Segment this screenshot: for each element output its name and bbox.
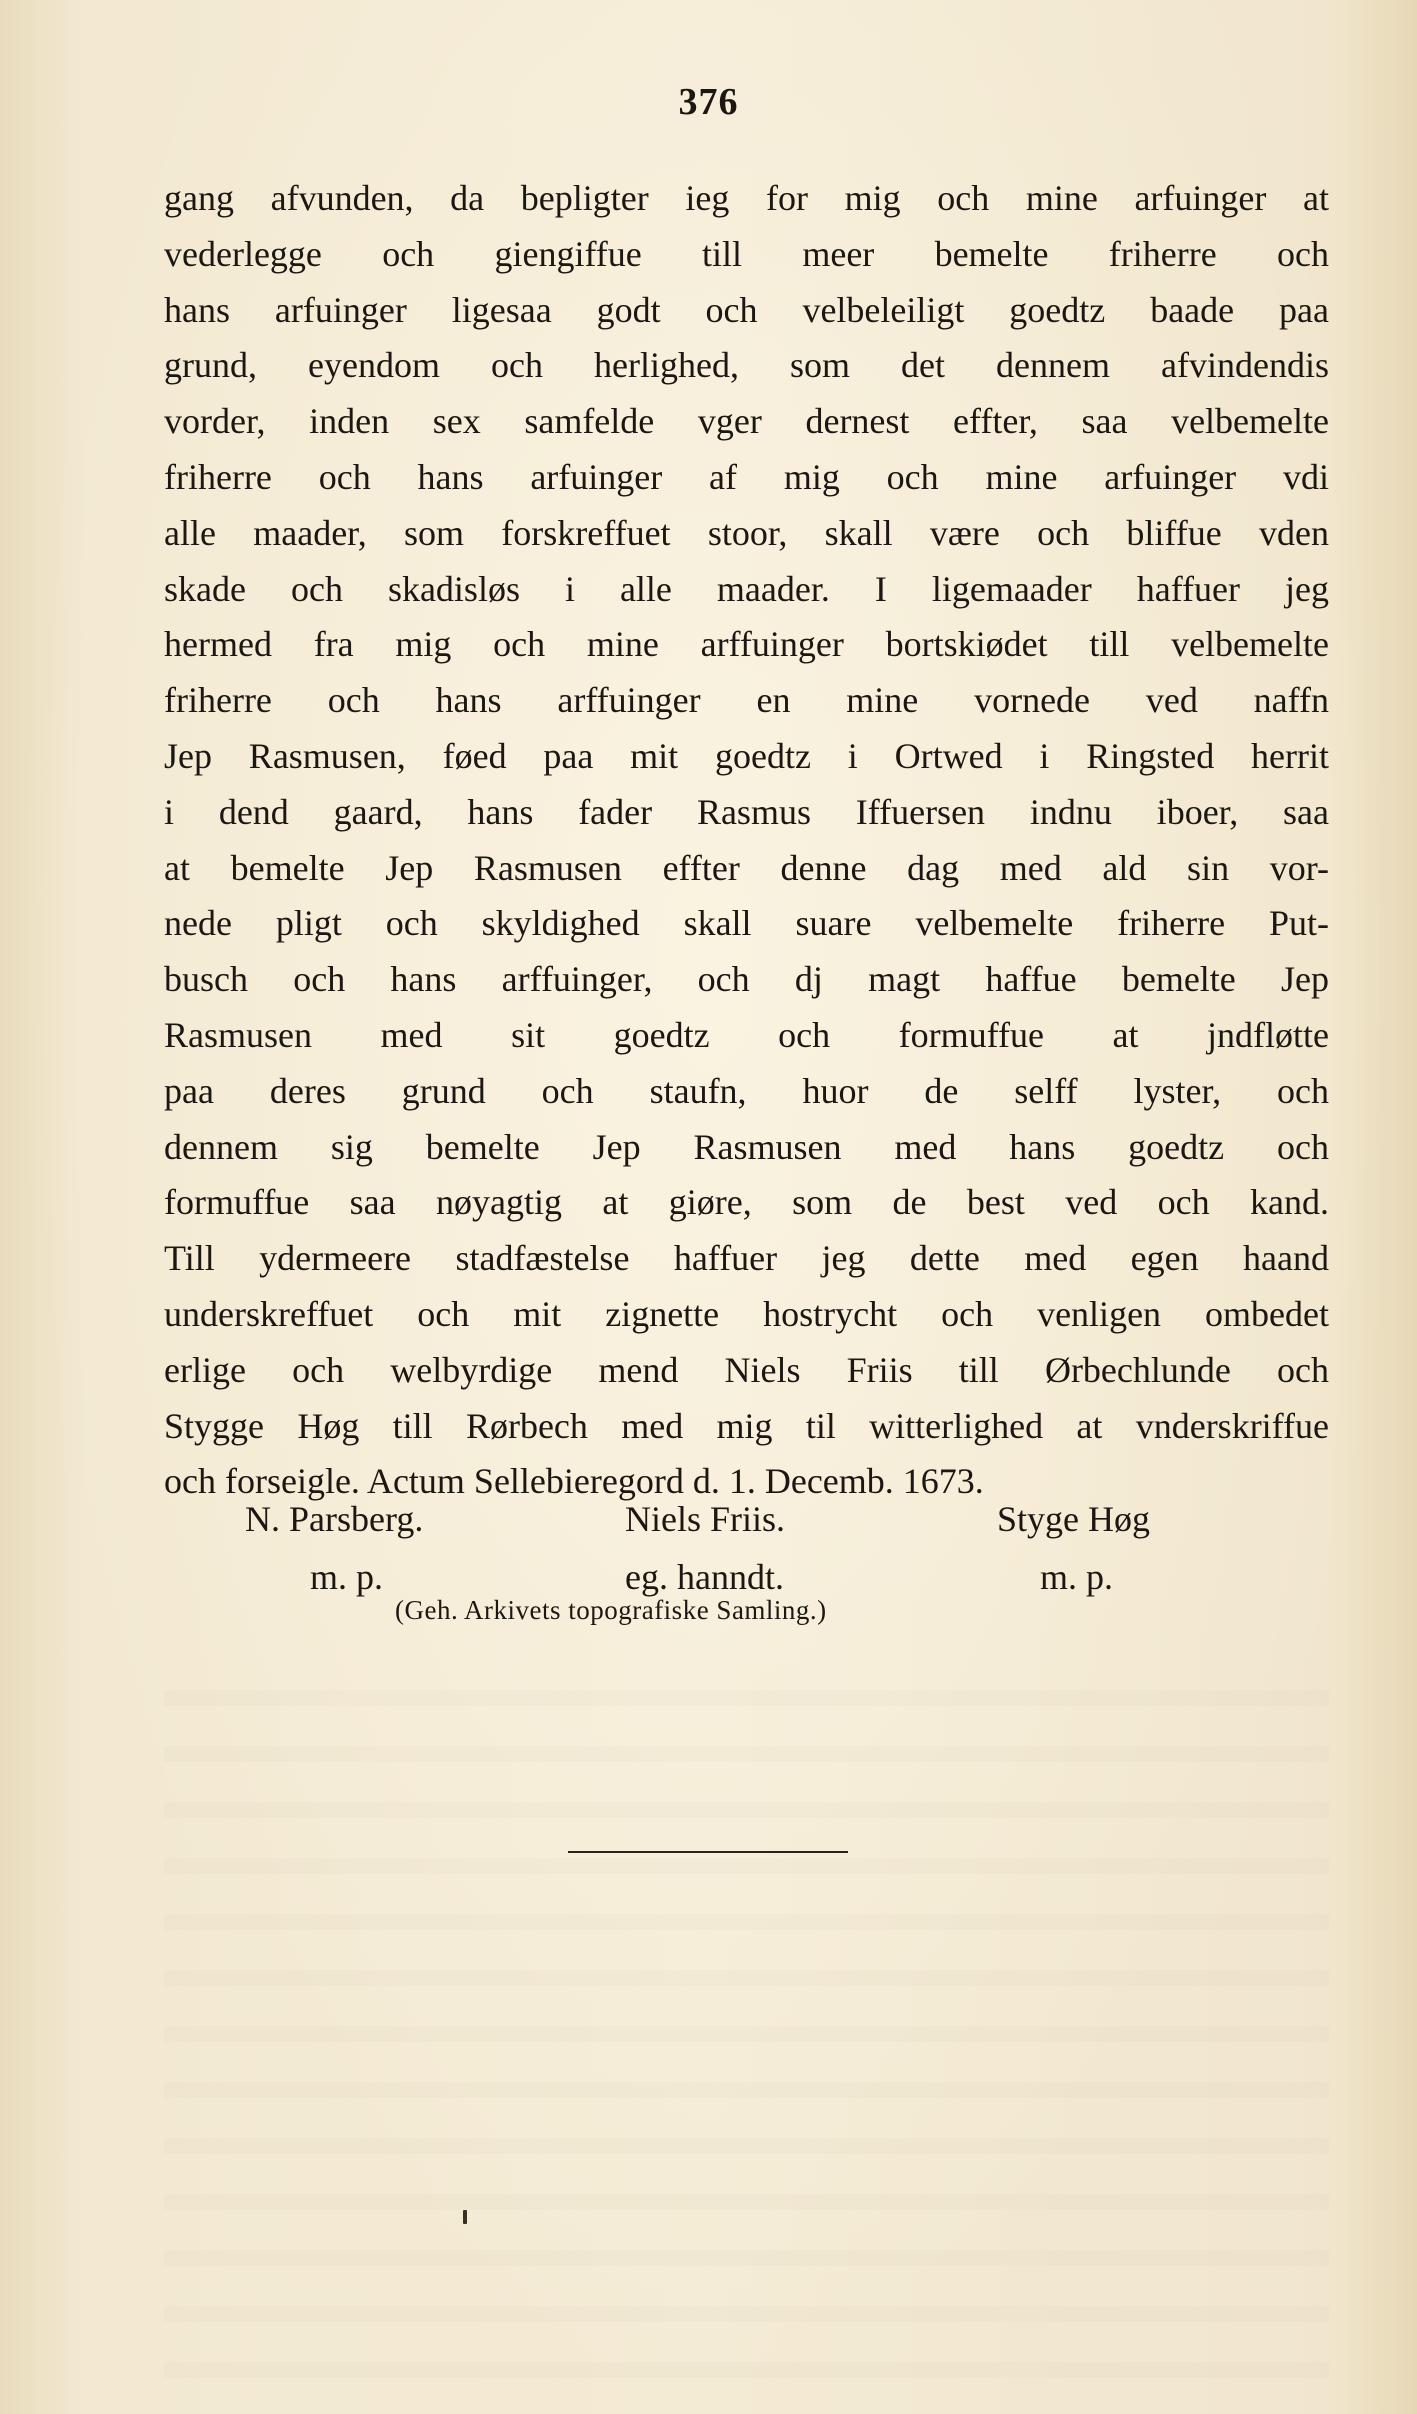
text-line: formuffue saa nøyagtig at giøre, som de best ved och kand. xyxy=(164,1182,1329,1223)
text-line: erlige och welbyrdige mend Niels Friis till Ørbechlunde och xyxy=(164,1349,1329,1390)
signature-name: Niels Friis. xyxy=(625,1499,786,1539)
text-line: Stygge Høg till Rørbech med mig til witterlighed at vnderskriffue xyxy=(164,1405,1329,1446)
text-line: nede pligt och skyldighed skall suare velbemelte friherre Put- xyxy=(164,903,1329,944)
page-number: 376 xyxy=(678,81,739,123)
text-line: friherre och hans arfuinger af mig och mine arfuinger vdi xyxy=(164,456,1329,497)
section-divider xyxy=(568,1851,848,1853)
signature-name: Styge Høg xyxy=(997,1499,1150,1539)
signature-mark: eg. hanndt. xyxy=(625,1557,784,1597)
text-line: hans arfuinger ligesaa godt och velbeleiligt goedtz baade paa xyxy=(164,289,1329,330)
text-line: busch och hans arffuinger, och dj magt haffue bemelte Jep xyxy=(164,959,1329,1000)
text-line: vorder, inden sex samfelde vger dernest effter, saa velbemelte xyxy=(164,401,1329,442)
show-through-texture xyxy=(164,1660,1329,2380)
text-line: och forseigle. Actum Sellebieregord d. 1. Decemb. 1673. xyxy=(164,1461,984,1502)
text-line: hermed fra mig och mine arffuinger bortskiødet till velbemelte xyxy=(164,624,1329,665)
text-line: i dend gaard, hans fader Rasmus Iffuersen indnu iboer, saa xyxy=(164,791,1329,832)
text-line: Till ydermeere stadfæstelse haffuer jeg dette med egen haand xyxy=(164,1238,1329,1279)
text-line: alle maader, som forskreffuet stoor, skall være och bliffue vden xyxy=(164,512,1329,553)
text-line: skade och skadisløs i alle maader. I ligemaader haffuer jeg xyxy=(164,568,1329,609)
signature-mark: m. p. xyxy=(1040,1557,1114,1597)
text-line: Rasmusen med sit goedtz och formuffue at jndfløtte xyxy=(164,1014,1329,1055)
text-line: underskreffuet och mit zignette hostrycht och venligen ombedet xyxy=(164,1293,1329,1334)
signature-mark: m. p. xyxy=(310,1557,384,1597)
text-line: gang afvunden, da bepligter ieg for mig och mine arfuinger at xyxy=(164,178,1329,218)
signature-block xyxy=(245,1490,1245,1606)
text-line: at bemelte Jep Rasmusen effter denne dag med ald sin vor- xyxy=(164,847,1329,888)
text-line: friherre och hans arffuinger en mine vornede ved naffn xyxy=(164,680,1329,721)
signature-name: N. Parsberg. xyxy=(245,1499,424,1539)
text-line: vederlegge och giengiffue till meer bemelte friherre och xyxy=(164,233,1329,274)
ink-speck xyxy=(463,2210,467,2224)
text-line: dennem sig bemelte Jep Rasmusen med hans goedtz och xyxy=(164,1126,1329,1167)
text-line: paa deres grund och staufn, huor de selff lyster, och xyxy=(164,1070,1329,1111)
source-note: (Geh. Arkivets topografiske Samling.) xyxy=(395,1595,827,1625)
body-text xyxy=(164,171,1329,1510)
text-line: Jep Rasmusen, føed paa mit goedtz i Ortwed i Ringsted herrit xyxy=(164,735,1329,776)
signature-names-row xyxy=(245,1490,1245,1548)
text-line: grund, eyendom och herlighed, som det dennem afvindendis xyxy=(164,345,1329,386)
